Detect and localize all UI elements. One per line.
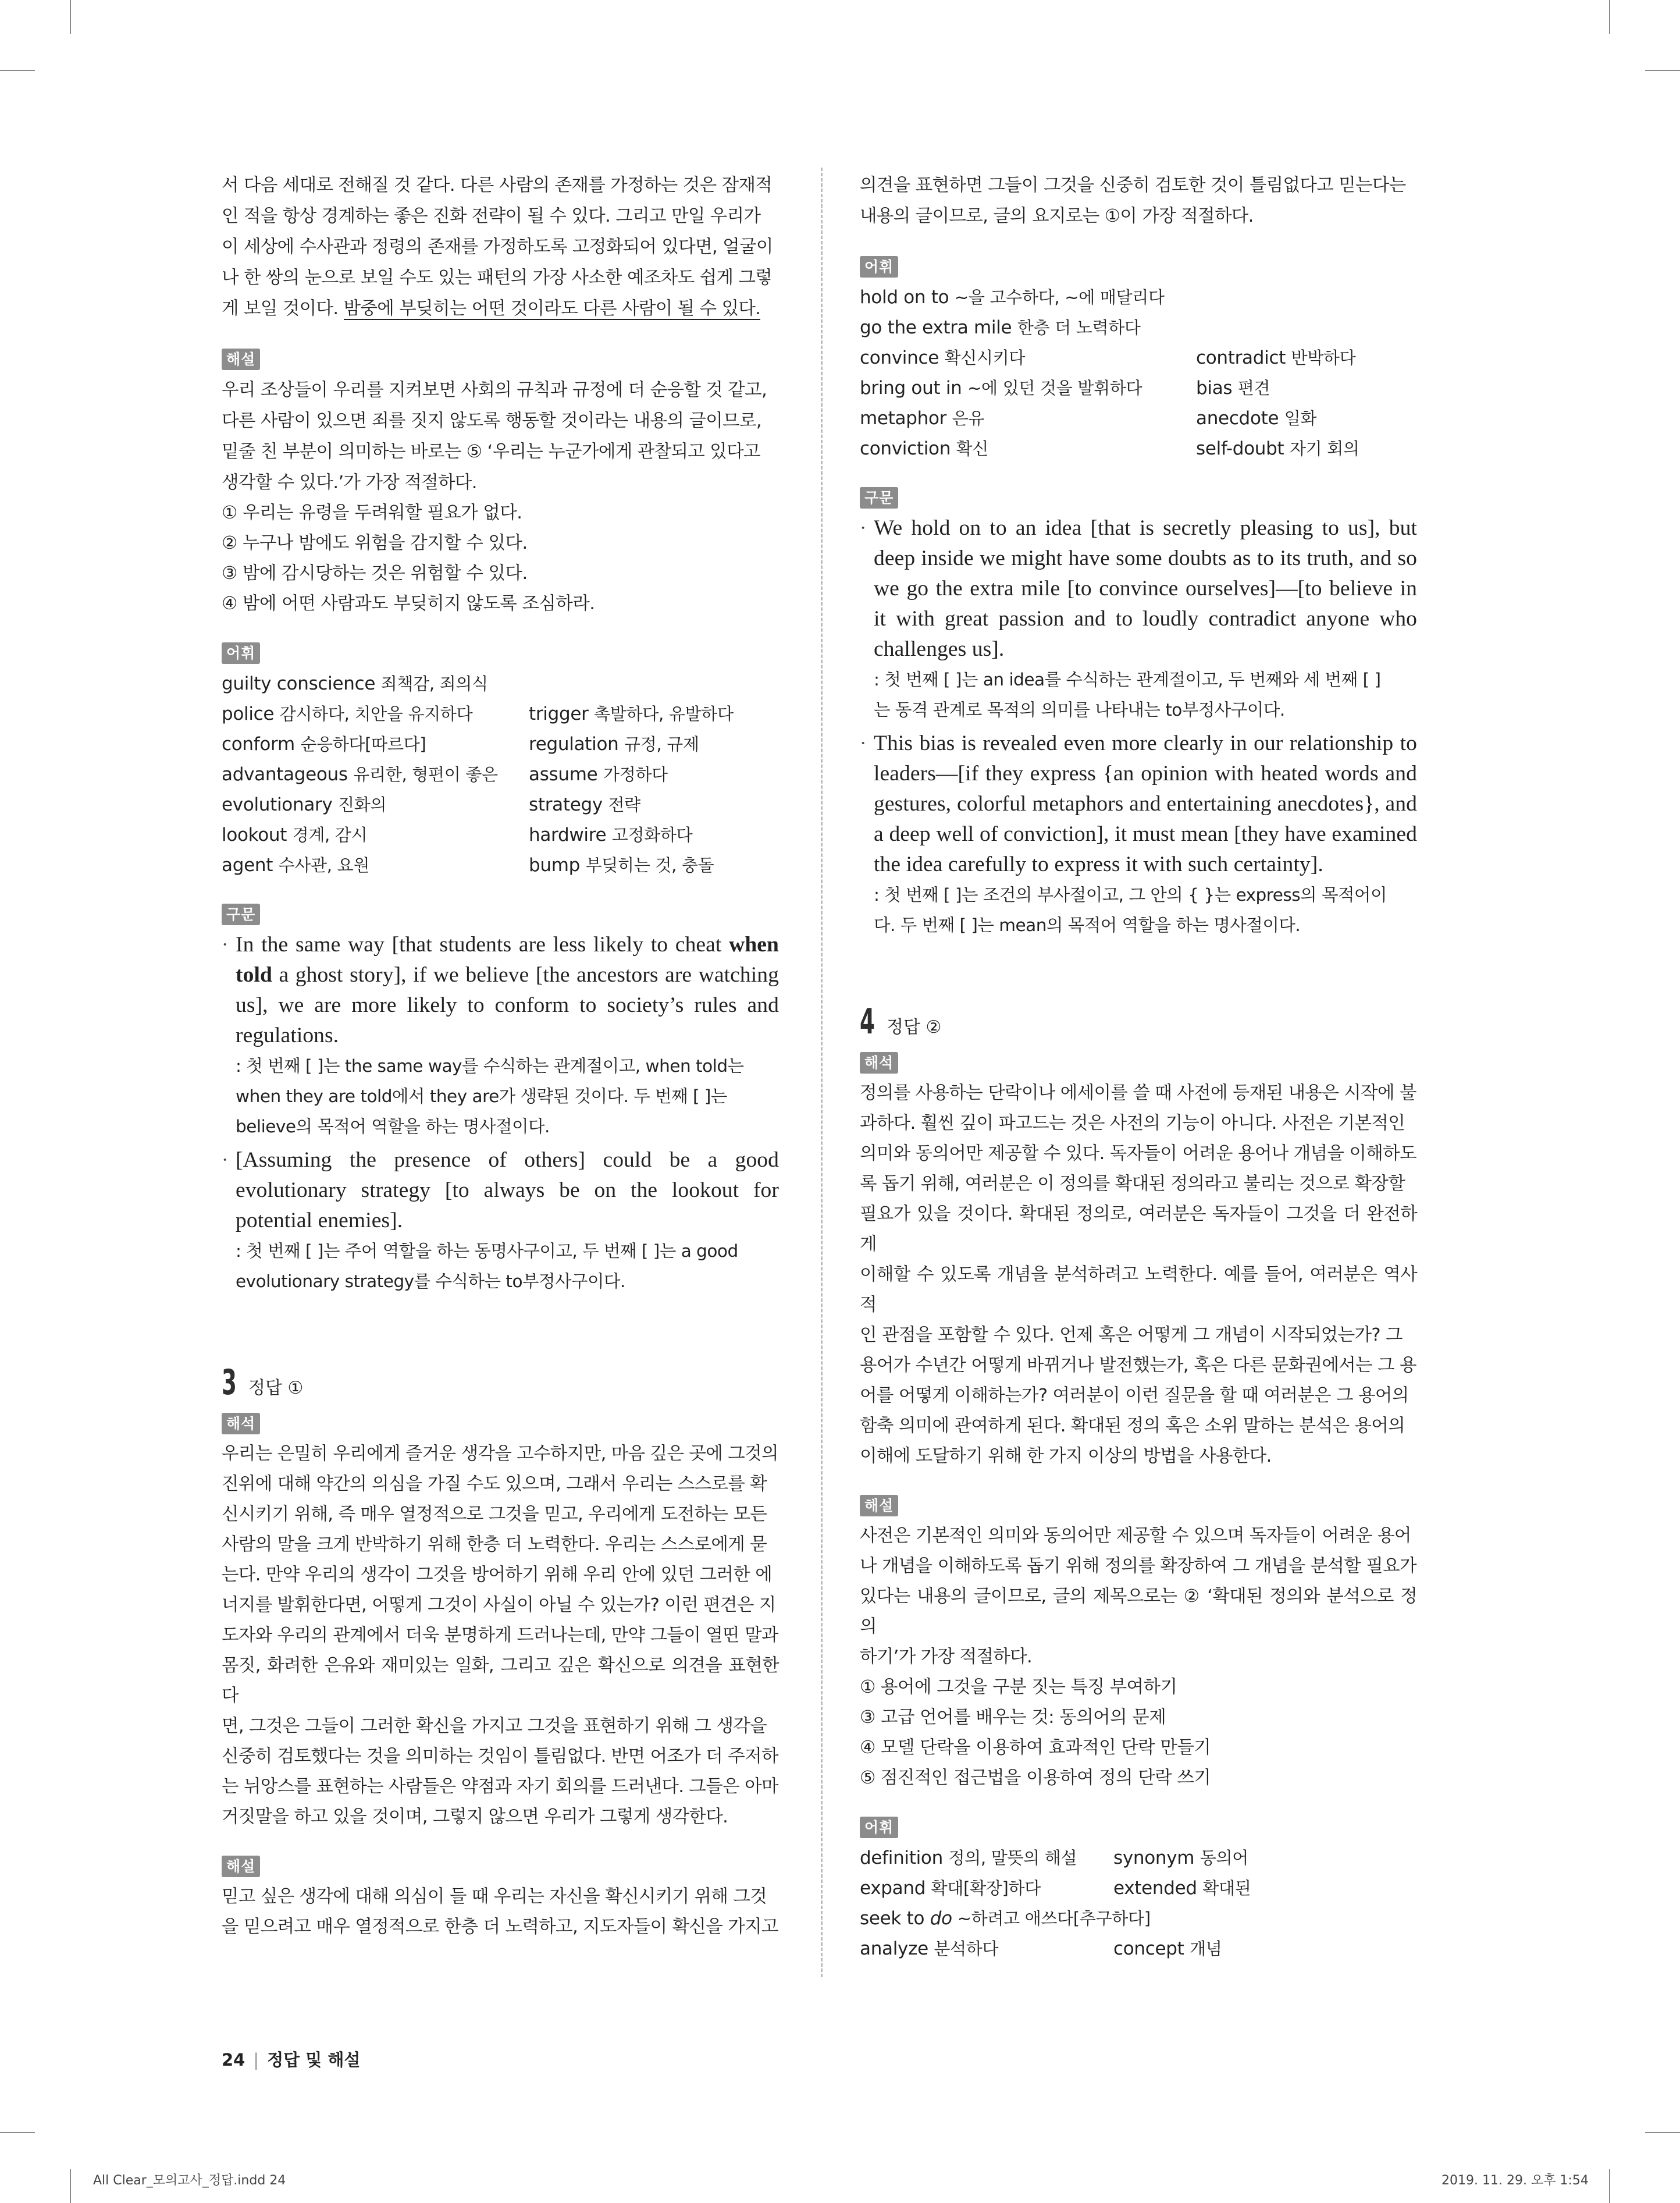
text-line: 을 믿으려고 매우 열정적으로 한층 더 노력하고, 지도자들이 확신을 가지고 [222, 1917, 778, 1937]
question-4-header [860, 1001, 1417, 1042]
text-line: 다른 사람이 있으면 죄를 짓지 않도록 행동할 것이라는 내용의 글이므로, [222, 411, 761, 431]
vocab-item: agent 수사관, 요원 [222, 855, 370, 876]
q3-explanation-continued [860, 170, 1417, 232]
grammar-note: : 첫 번째 [ ]는 조건의 부사절이고, 그 안의 { }는 express의 목적어이 다. 두 번째 [ ]는 mean의 목적어 역할을 하는 명사절이다. [874, 885, 1387, 935]
vocab-item: extended 확대된 [1113, 1878, 1251, 1899]
footer-separator: | [253, 2050, 259, 2070]
text-line: 사전은 기본적인 의미와 동의어만 제공할 수 있으며 독자들이 어려운 용어 [860, 1526, 1411, 1546]
print-slug-file: All Clear_모의고사_정답.indd 24 [93, 2173, 286, 2188]
right-column [860, 170, 1417, 1964]
text-line: 의미와 동의어만 제공할 수 있다. 독자들이 어려운 용어나 개념을 이해하도 [860, 1143, 1416, 1164]
text-line: 필요가 있을 것이다. 확대된 정의로, 여러분은 독자들이 그것을 더 완전하게 [860, 1204, 1417, 1255]
option-item: ③ 밤에 감시당하는 것은 위험할 수 있다. [222, 563, 528, 584]
vocab-item: hold on to ~을 고수하다, ~에 매달리다 [860, 287, 1165, 308]
text-line: 인 관점을 포함할 수 있다. 언제 혹은 어떻게 그 개념이 시작되었는가? 그 [860, 1325, 1403, 1345]
q2-translation-continued [222, 170, 779, 324]
text-line [222, 293, 779, 324]
text-line: 나 개념을 이해하도록 돕기 위해 정의를 확장하여 그 개념을 분석할 필요가 [860, 1556, 1416, 1576]
underlined-phrase: 밤중에 부딪히는 어떤 것이라도 다른 사람이 될 수 있다. [343, 299, 761, 319]
text-line: 용어가 수년간 어떻게 바뀌거나 발전했는가, 혹은 다른 문화권에서는 그 용 [860, 1355, 1416, 1376]
question-number: 3 [222, 1362, 237, 1403]
text-line: 함축 의미에 관여하게 된다. 확대된 정의 혹은 소위 말하는 분석은 용어의 [860, 1416, 1405, 1436]
q3-translation [222, 1439, 779, 1832]
text-line: 있다는 내용의 글이므로, 글의 제목으로는 ② ‘확대된 정의와 분석으로 정의 [860, 1586, 1417, 1637]
text-line: 과하다. 훨씬 깊이 파고드는 것은 사전의 기능이 아니다. 사전은 기본적인 [860, 1113, 1405, 1134]
text-line: 내용의 글이므로, 글의 요지로는 ①이 가장 적절하다. [860, 206, 1254, 226]
vocab-item: lookout 경계, 감시 [222, 825, 368, 845]
vocab-item: expand 확대[확장]하다 [860, 1878, 1041, 1899]
q2-explanation [222, 375, 779, 619]
vocab-item: concept 개념 [1113, 1938, 1222, 1959]
vocab-item: convince 확신시키다 [860, 347, 1026, 368]
vocab-item: guilty conscience 죄책감, 죄의식 [222, 673, 488, 694]
crop-mark [70, 0, 71, 34]
text-line: 이 세상에 수사관과 정령의 존재를 가정하도록 고정화되어 있다면, 얼굴이 [222, 237, 773, 257]
question-number: 4 [860, 1001, 875, 1042]
left-column [222, 170, 779, 1942]
q4-translation [860, 1078, 1417, 1472]
section-badge-haeseol: 해설 [860, 1495, 898, 1516]
vocab-item: bias 편견 [1196, 378, 1270, 399]
section-badge-gumun: 구문 [860, 487, 898, 509]
section-badge-haeseol: 해설 [222, 1856, 260, 1877]
text-line: 서 다음 세대로 전해질 것 같다. 다른 사람의 존재를 가정하는 것은 잠재적 [222, 175, 773, 196]
vocab-item: seek to do ~하려고 애쓰다[추구하다] [860, 1908, 1151, 1929]
english-sentence: · In the same way [that students are less likely to cheat when told a ghost story], if we believe [the ancestors are watching us], we are more likely to conform to society’s rules and regulations. [222, 930, 779, 1051]
crop-mark [70, 2169, 71, 2203]
vocab-item: strategy 전략 [529, 794, 640, 815]
answer-label: 정답 ① [248, 1378, 304, 1398]
column-divider [821, 168, 823, 1977]
text-line: 사람의 말을 크게 반박하기 위해 한층 더 노력한다. 우리는 스스로에게 묻 [222, 1534, 767, 1555]
vocab-item: anecdote 일화 [1196, 408, 1317, 429]
text-line: 록 돕기 위해, 여러분은 이 정의를 확대된 정의라고 불리는 것으로 확장할 [860, 1174, 1405, 1194]
section-badge-gumun: 구문 [222, 904, 260, 925]
option-item: ① 우리는 유령을 두려워할 필요가 없다. [222, 503, 522, 523]
crop-mark [1609, 0, 1610, 34]
option-item: ② 누구나 밤에도 위험을 감지할 수 있다. [222, 533, 528, 553]
q4-explanation [860, 1521, 1417, 1793]
vocab-item: bring out in ~에 있던 것을 발휘하다 [860, 378, 1142, 399]
q3-explanation [222, 1882, 779, 1942]
option-item: ④ 밤에 어떤 사람과도 부딪히지 않도록 조심하라. [222, 594, 595, 614]
text-line: 우리 조상들이 우리를 지켜보면 사회의 규칙과 규정에 더 순응할 것 같고, [222, 380, 767, 400]
vocab-item: hardwire 고정화하다 [529, 825, 693, 845]
grammar-note: : 첫 번째 [ ]는 the same way를 수식하는 관계절이고, when told는 when they are told에서 they are가 생략된 것이다. 두 번째 [ ]는 believe의 목적어 역할을 하는 명사절이다. [236, 1056, 744, 1136]
vocab-item: contradict 반박하다 [1196, 347, 1356, 368]
text-line: 이해할 수 있도록 개념을 분석하려고 노력한다. 예를 들어, 여러분은 역사적 [860, 1264, 1417, 1315]
grammar-note: : 첫 번째 [ ]는 주어 역할을 하는 동명사구이고, 두 번째 [ ]는 a good evolutionary strategy를 수식하는 to부정사구이다. [236, 1241, 738, 1291]
vocab-item: bump 부딪히는 것, 충돌 [529, 855, 714, 876]
vocab-item: go the extra mile 한층 더 노력하다 [860, 317, 1141, 338]
text-line: 어를 어떻게 이해하는가? 여러분이 이런 질문을 할 때 여러분은 그 용어의 [860, 1385, 1409, 1406]
crop-mark [0, 70, 35, 71]
text-line: 의견을 표현하면 그들이 그것을 신중히 검토한 것이 틀림없다고 믿는다는 [860, 175, 1406, 196]
option-item: ④ 모델 단락을 이용하여 효과적인 단락 만들기 [860, 1737, 1211, 1758]
english-sentence: · This bias is revealed even more clearly in our relationship to leaders—[if they express {an opinion with heated words and gestures, colorful metaphors and entertaining anecdotes}, and a deep well of conviction], it must mean [they have examined the idea carefully to express it with such certainty]. [860, 729, 1417, 880]
crop-mark [1609, 2169, 1610, 2203]
vocab-item: analyze 분석하다 [860, 1938, 999, 1959]
text-line: 진위에 대해 약간의 의심을 가질 수도 있으며, 그래서 우리는 스스로를 확 [222, 1474, 767, 1494]
text-line: 너지를 발휘한다면, 어떻게 그것이 사실이 아닐 수 있는가? 이런 편견은 지 [222, 1595, 776, 1615]
vocab-item: police 감시하다, 치안을 유지하다 [222, 703, 473, 724]
vocab-item: advantageous 유리한, 형편이 좋은 [222, 764, 498, 785]
vocab-item: conviction 확신 [860, 438, 989, 459]
crop-mark [0, 2132, 35, 2133]
print-slug-date: 2019. 11. 29. 오후 1:54 [1441, 2173, 1589, 2188]
text-line: 정의를 사용하는 단락이나 에세이를 쓸 때 사전에 등재된 내용은 시작에 불 [860, 1083, 1416, 1103]
vocab-item: self-doubt 자기 회의 [1196, 438, 1359, 459]
text-line: 생각할 수 있다.’가 가장 적절하다. [222, 472, 477, 493]
section-badge-vocab: 어휘 [860, 256, 898, 278]
vocab-item: synonym 동의어 [1113, 1847, 1248, 1868]
vocab-item: conform 순응하다[따르다] [222, 734, 426, 755]
option-item: ③ 고급 언어를 배우는 것: 동의어의 문제 [860, 1707, 1166, 1728]
crop-mark [1645, 70, 1680, 71]
text-line: 이해에 도달하기 위해 한 가지 이상의 방법을 사용한다. [860, 1446, 1272, 1466]
text-line: 거짓말을 하고 있을 것이며, 그렇지 않으면 우리가 그렇게 생각한다. [222, 1807, 728, 1827]
text-line: 신시키기 위해, 즉 매우 열정적으로 그것을 믿고, 우리에게 도전하는 모든 [222, 1504, 767, 1525]
page-number: 24 [222, 2050, 245, 2070]
text-line: 는다. 만약 우리의 생각이 그것을 방어하기 위해 우리 안에 있던 그러한 에 [222, 1565, 773, 1585]
text-line: 몸짓, 화려한 은유와 재미있는 일화, 그리고 깊은 확신으로 의견을 표현한다 [222, 1655, 779, 1706]
text-line: 신중히 검토했다는 것을 의미하는 것임이 틀림없다. 반면 어조가 더 주저하 [222, 1746, 778, 1767]
text-line: 우리는 은밀히 우리에게 즐거운 생각을 고수하지만, 마음 깊은 곳에 그것의 [222, 1444, 778, 1464]
english-sentence: · We hold on to an idea [that is secretly pleasing to us], but deep inside we might have some doubts as to its truth, and so we go the extra mile [to convince ourselves]—[to believe in it with great passion and to loudly contradict anyone who challenges us]. [860, 513, 1417, 665]
text-line: 믿고 싶은 생각에 대해 의심이 들 때 우리는 자신을 확신시키기 위해 그것 [222, 1886, 767, 1907]
vocab-item: evolutionary 진화의 [222, 794, 387, 815]
question-3-header [222, 1362, 779, 1403]
text-segment: 게 보일 것이다. [222, 299, 344, 319]
vocab-item: definition 정의, 말뜻의 해설 [860, 1847, 1077, 1868]
footer-title: 정답 및 해설 [267, 2050, 361, 2070]
vocab-item: trigger 촉발하다, 유발하다 [529, 703, 734, 724]
text-line: 인 적을 항상 경계하는 좋은 진화 전략이 될 수 있다. 그리고 만일 우리가 [222, 206, 761, 226]
text-line: 나 한 쌍의 눈으로 보일 수도 있는 패턴의 가장 사소한 예조차도 쉽게 그렇 [222, 268, 773, 288]
crop-mark [1645, 2132, 1680, 2133]
english-sentence: · [Assuming the presence of others] could be a good evolutionary strategy [to always be on the lookout for potential enemies]. [222, 1145, 779, 1236]
grammar-note: : 첫 번째 [ ]는 an idea를 수식하는 관계절이고, 두 번째와 세 번째 [ ] 는 동격 관계로 목적의 의미를 나타내는 to부정사구이다. [874, 670, 1381, 720]
section-badge-haeseol: 해설 [222, 349, 260, 370]
option-item: ⑤ 점진적인 접근법을 이용하여 정의 단락 쓰기 [860, 1768, 1211, 1788]
grammar-notes [222, 930, 779, 1296]
text-line: 도자와 우리의 관계에서 더욱 분명하게 드러나는데, 만약 그들이 열띤 말과 [222, 1625, 778, 1646]
text-line: 밑줄 친 부분이 의미하는 바로는 ⑤ ‘우리는 누군가에게 관찰되고 있다고 [222, 442, 760, 462]
text-line: 하기’가 가장 적절하다. [860, 1647, 1033, 1667]
section-badge-vocab: 어휘 [860, 1817, 898, 1838]
page-footer [222, 2047, 360, 2071]
text-line: 면, 그것은 그들이 그러한 확신을 가지고 그것을 표현하기 위해 그 생각을 [222, 1716, 767, 1736]
vocab-list [860, 282, 1417, 464]
answer-label: 정답 ② [887, 1017, 942, 1037]
section-badge-haeseok: 해석 [222, 1413, 260, 1434]
vocab-list [860, 1843, 1417, 1964]
section-badge-haeseok: 해석 [860, 1052, 898, 1074]
grammar-notes [860, 513, 1417, 940]
vocab-item: metaphor 은유 [860, 408, 985, 429]
option-item: ① 용어에 그것을 구분 짓는 특징 부여하기 [860, 1677, 1177, 1697]
text-line: 는 뉘앙스를 표현하는 사람들은 약점과 자기 회의를 드러낸다. 그들은 아마 [222, 1776, 778, 1797]
vocab-item: assume 가정하다 [529, 764, 668, 785]
vocab-item: regulation 규정, 규제 [529, 734, 699, 755]
section-badge-vocab: 어휘 [222, 642, 260, 664]
vocab-list [222, 669, 779, 880]
